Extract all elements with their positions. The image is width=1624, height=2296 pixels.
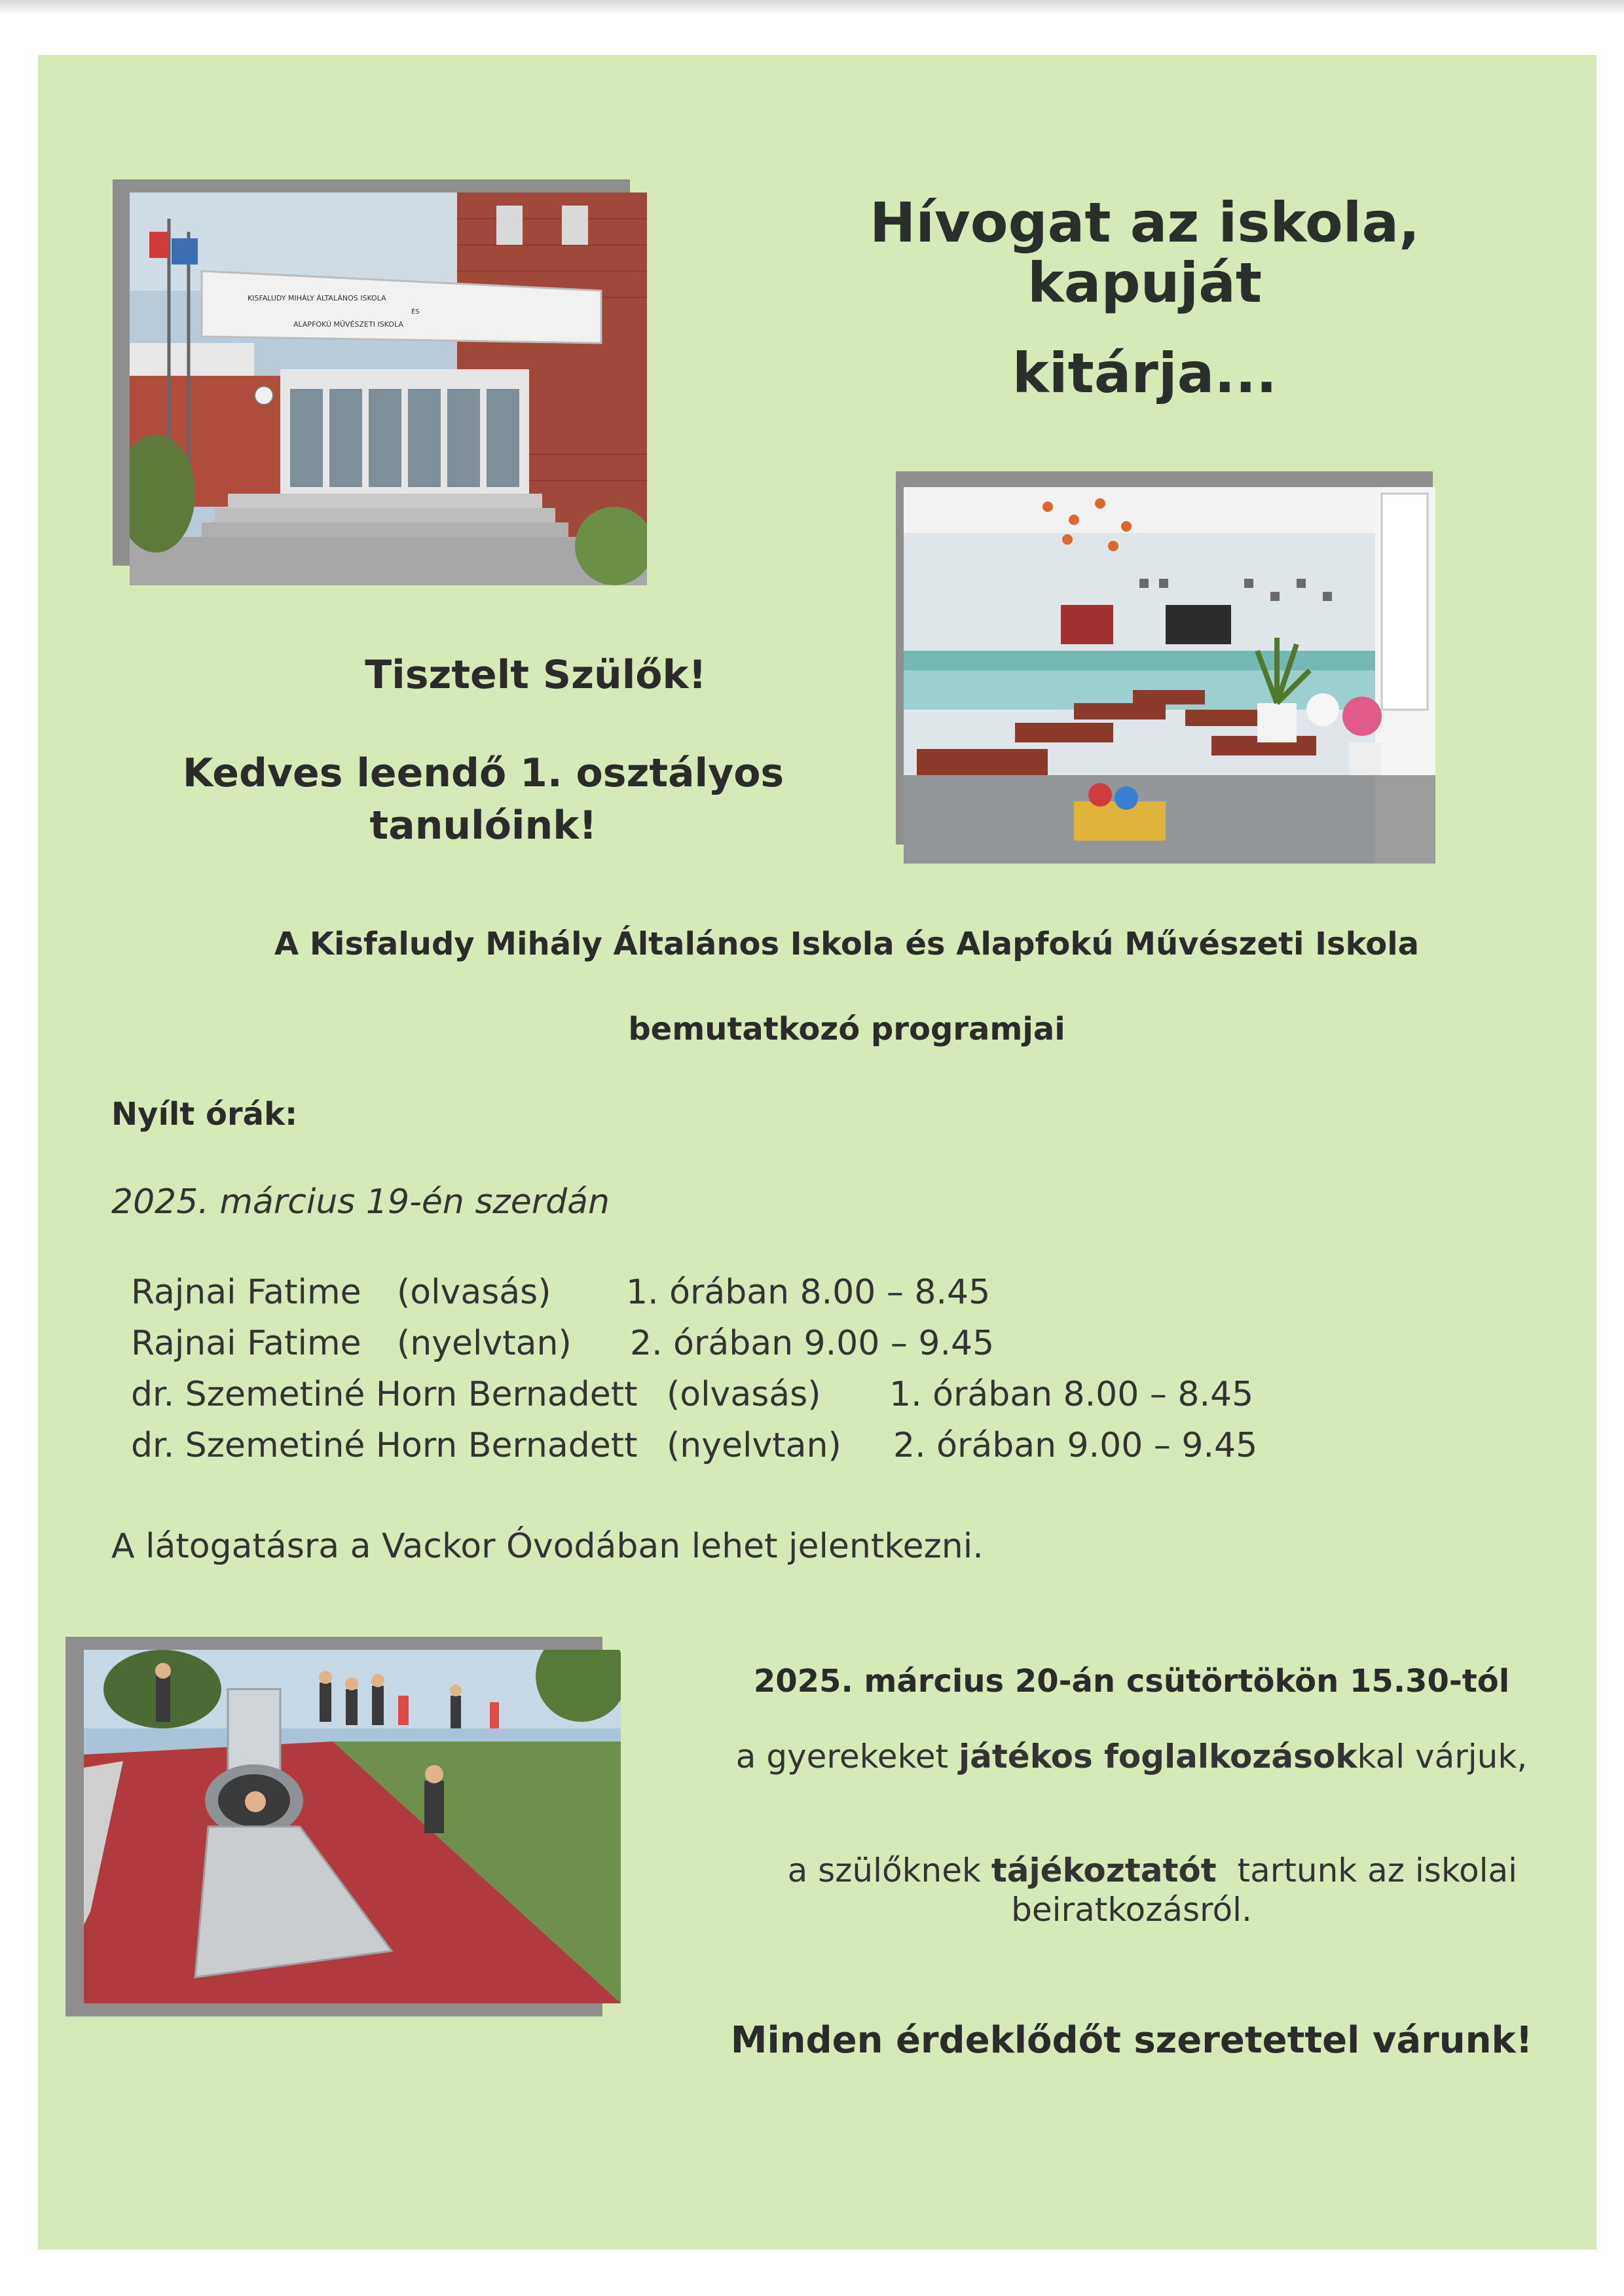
event-line-children [693,1738,1570,1776]
greeting-parents: Tisztelt Szülők! [365,652,707,698]
lesson-row-3-subject: (olvasás) [667,1375,821,1414]
lesson-row-4-teacher: dr. Szemetiné Horn Bernadett [131,1426,638,1465]
canopy-sign-text-2: ÉS [411,308,420,316]
greeting-students-line1: Kedves leendő 1. osztályos [182,750,784,796]
closing-message: Minden érdeklődőt szeretettel várunk! [730,2019,1533,2062]
lesson-row-1-teacher: Rajnai Fatime [131,1273,361,1312]
open-lessons-heading: Nyílt órák: [111,1096,298,1133]
event-line-children-b: játékos foglalkozások [959,1738,1357,1776]
playground-slide-photo [84,1650,621,2003]
lesson-row-1-time: 1. órában 8.00 – 8.45 [626,1273,991,1312]
registration-note: A látogatásra a Vackor Óvodában lehet jelentkezni. [111,1527,984,1566]
lesson-row-4-subject: (nyelvtan) [667,1426,841,1465]
event-line-registration: beiratkozásról. [1011,1891,1252,1929]
event-line-parents-c: tartunk az iskolai [1216,1851,1518,1889]
event-line-parents-a: a szülőknek [787,1851,991,1889]
lesson-row-3-teacher: dr. Szemetiné Horn Bernadett [131,1375,638,1414]
flyer-page [38,55,1596,2250]
event-line-children-c: kal várjuk, [1357,1738,1528,1776]
school-building-photo [130,192,647,585]
lesson-row-1-subject: (olvasás) [397,1273,551,1312]
greeting-students-line2: tanulóink! [369,803,597,848]
lesson-row-2-teacher: Rajnai Fatime [131,1324,361,1363]
lesson-row-2-subject: (nyelvtan) [397,1324,572,1363]
school-name: A Kisfaludy Mihály Általános Iskola és Alapfokú Művészeti Iskola [274,926,1420,962]
main-title-line1: Hívogat az iskola, kapuját [869,191,1420,316]
scan-edge-shadow [0,0,1624,16]
lesson-row-3-time: 1. órában 8.00 – 8.45 [889,1375,1254,1414]
event-line-parents-b: tájékoztatót [991,1851,1217,1889]
classroom-photo [904,487,1435,864]
programs-subtitle: bemutatkozó programjai [628,1011,1065,1048]
main-title-line2: kitárja... [1012,341,1278,405]
event-date: 2025. március 20-án csütörtökön 15.30-tól [753,1663,1510,1700]
canopy-sign-text-3: ALAPFOKÚ MŰVÉSZETI ISKOLA [293,320,403,329]
event-line-children-a: a gyerekeket [735,1738,959,1776]
canopy-sign-text-1: KISFALUDY MIHÁLY ÁLTALÁNOS ISKOLA [248,294,386,302]
school-building-image [130,192,647,585]
classroom-image [904,487,1435,864]
lesson-row-2-time: 2. órában 9.00 – 9.45 [630,1324,995,1363]
open-lessons-date: 2025. március 19-én szerdán [111,1182,610,1222]
lesson-row-4-time: 2. órában 9.00 – 9.45 [893,1426,1258,1465]
playground-image [84,1650,621,2003]
